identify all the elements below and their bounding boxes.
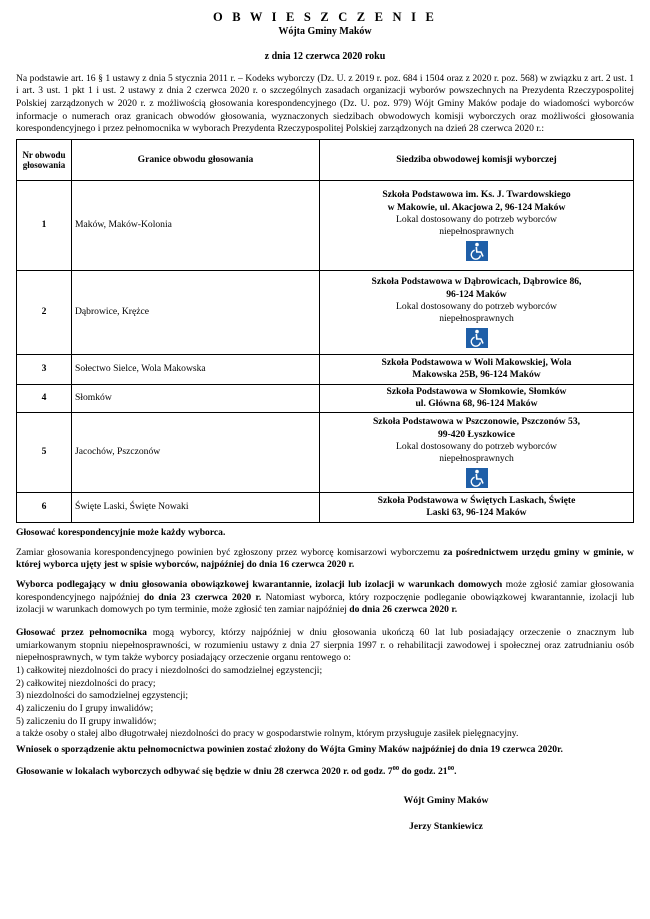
table-header-row bbox=[17, 139, 634, 180]
header-boundaries: Granice obwodu głosowania bbox=[72, 139, 320, 180]
document-date: z dnia 12 czerwca 2020 roku bbox=[264, 50, 386, 62]
district-number: 3 bbox=[17, 354, 72, 384]
seat-name: Szkoła Podstawowa w Świętych Laskach, Święte Laski 63, 96-124 Maków bbox=[377, 495, 576, 519]
seat-name: Szkoła Podstawowa w Dąbrowicach, Dąbrowice 86, 96-124 Maków bbox=[371, 276, 582, 300]
seat-name: Szkoła Podstawowa w Pszczonowie, Pszczonów 53, 99-420 Łyszkowice bbox=[372, 416, 581, 440]
district-number: 6 bbox=[17, 492, 72, 522]
list-item: 4) zaliczeniu do I grupy inwalidów; bbox=[16, 702, 154, 714]
document-title: O B W I E S Z C Z E N I E bbox=[212, 10, 438, 24]
district-seat bbox=[320, 354, 634, 384]
district-boundaries: Sołectwo Sielce, Wola Makowska bbox=[72, 354, 320, 384]
district-number: 4 bbox=[17, 384, 72, 412]
list-item: 2) całkowitej niezdolności do pracy; bbox=[16, 677, 156, 689]
list-item: 1) całkowitej niezdolności do pracy i niezdolności do samodzielnej egzystencji; bbox=[16, 664, 323, 676]
accessibility-note: Lokal dostosowany do potrzeb wyborców niepełnosprawnych bbox=[396, 213, 557, 238]
wheelchair-icon bbox=[466, 241, 488, 261]
seat-name: Szkoła Podstawowa w Słomkowie, Słomków ul. Główna 68, 96-124 Maków bbox=[386, 386, 567, 410]
wheelchair-icon bbox=[466, 468, 488, 488]
table-row bbox=[17, 384, 634, 412]
district-seat bbox=[320, 492, 634, 522]
header-seat: Siedziba obwodowej komisji wyborczej bbox=[320, 139, 634, 180]
table-row bbox=[17, 180, 634, 270]
accessibility-note: Lokal dostosowany do potrzeb wyborców niepełnosprawnych bbox=[396, 440, 557, 465]
district-number: 5 bbox=[17, 412, 72, 492]
table-row bbox=[17, 270, 634, 354]
table-row bbox=[17, 412, 634, 492]
wheelchair-icon bbox=[466, 328, 488, 348]
district-boundaries: Słomków bbox=[72, 384, 320, 412]
document-page bbox=[16, 10, 634, 834]
proxy-list bbox=[16, 665, 634, 741]
districts-table bbox=[16, 139, 634, 523]
district-seat bbox=[320, 412, 634, 492]
district-number: 2 bbox=[17, 270, 72, 354]
district-boundaries: Jacochów, Pszczonów bbox=[72, 412, 320, 492]
correspondence-anyone: Głosować korespondencyjnie może każdy wyborca. bbox=[16, 526, 226, 538]
proxy-deadline: Wniosek o sporządzenie aktu pełnomocnictwa powinien zostać złożony do Wójta Gminy Maków najpóźniej do dnia 19 czerwca 2020r. bbox=[16, 743, 563, 755]
seat-name: Szkoła Podstawowa w Woli Makowskiej, Wola Makowska 25B, 96-124 Maków bbox=[381, 357, 572, 381]
district-seat bbox=[320, 384, 634, 412]
district-seat bbox=[320, 270, 634, 354]
table-row bbox=[17, 354, 634, 384]
accessibility-note: Lokal dostosowany do potrzeb wyborców niepełnosprawnych bbox=[396, 300, 557, 325]
proxy-tail: a także osoby o stałej albo długotrwałej niezdolności do pracy w gospodarstwie rolnym, którym przysługuje zasiłek pielęgnacyjny. bbox=[16, 728, 519, 740]
document-subtitle: Wójta Gminy Maków bbox=[278, 26, 372, 37]
district-boundaries: Święte Laski, Święte Nowaki bbox=[72, 492, 320, 522]
signature-name: Jerzy Stankiewicz bbox=[409, 820, 483, 832]
voting-hours: Głosowanie w lokalach wyborczych odbywać się będzie w dniu 28 czerwca 2020 r. od godz. $7^{00}$ do godz. $21^{00}$. bbox=[16, 764, 457, 777]
intro-paragraph: Na podstawie art. 16 § 1 ustawy z dnia 5 stycznia 2011 r. – Kodeks wyborczy (Dz. U. z 2019 r. poz. 684 i 1504 oraz z 2020 r. poz. 568) w związku z art. 2 ust. 1 i art. 3 ust. 1 pkt 1 i ust. 2 ustawy z dnia 2 czerwca 2020 r. o szczególnych zasadach organizacji wyborów powszechnych na Prezydenta Rzeczypospolitej Polskiej zarządzonych w 2020 r. z możliwością głosowania korespondencyjnego (Dz. U. poz. 979) Wójt Gminy Maków podaje do wiadomości wyborców informacje o numerach oraz granicach obwodów głosowania, wyznaczonych siedzibach obwodowych komisji wyborczych oraz możliwości głosowania korespondencyjnego i przez pełnomocnika w wyborach Prezydenta Rzeczypospolitej Polskiej zarządzonych na dzień 28 czerwca 2020 r.: bbox=[16, 72, 634, 135]
correspondence-notification: Zamiar głosowania korespondencyjnego powinien być zgłoszony przez wyborcę komisarzowi wyborczemu za pośrednictwem urzędu gminy w gminie, w której wyborca ujęty jest w spisie wyborców, najpóźniej do dnia 16 czerwca 2020 r. bbox=[16, 546, 634, 571]
district-number: 1 bbox=[17, 180, 72, 270]
seat-name: Szkoła Podstawowa im. Ks. J. Twardowskiego w Makowie, ul. Akacjowa 2, 96-124 Maków bbox=[382, 189, 571, 213]
signature-title: Wójt Gminy Maków bbox=[403, 795, 489, 807]
table-row bbox=[17, 492, 634, 522]
district-seat bbox=[320, 180, 634, 270]
quarantine-paragraph: Wyborca podlegający w dniu głosowania obowiązkowej kwarantannie, izolacji lub izolacji w warunkach domowych może zgłosić zamiar głosowania korespondencyjnego najpóźniej do dnia 23 czerwca 2020 r. Natomiast wyborca, który rozpoczęnie podleganie obowiązkowej kwarantannie, izolacji lub izolacji w warunkach domowych po tym terminie, może zgłosić ten zamiar najpóźniej do dnia 26 czerwca 2020 r. bbox=[16, 578, 634, 616]
district-boundaries: Dąbrowice, Krężce bbox=[72, 270, 320, 354]
header-district-number: Nr obwodu głosowania bbox=[17, 139, 72, 180]
list-item: 5) zaliczeniu do II grupy inwalidów; bbox=[16, 715, 157, 727]
list-item: 3) niezdolności do samodzielnej egzystencji; bbox=[16, 690, 189, 702]
proxy-paragraph: Głosować przez pełnomocnika mogą wyborcy, którzy najpóźniej w dniu głosowania ukończą 60 lat lub posiadający orzeczenie o znacznym lub umiarkowanym stopniu niepełnosprawności, w rozumieniu ustawy z dnia 27 sierpnia 1997 r. o rehabilitacji zawodowej i społecznej oraz zatrudnianiu osób niepełnosprawnych, w tym także wyborcy posiadający orzeczenie organu rentowego o: bbox=[16, 626, 634, 664]
district-boundaries: Maków, Maków-Kolonia bbox=[72, 180, 320, 270]
